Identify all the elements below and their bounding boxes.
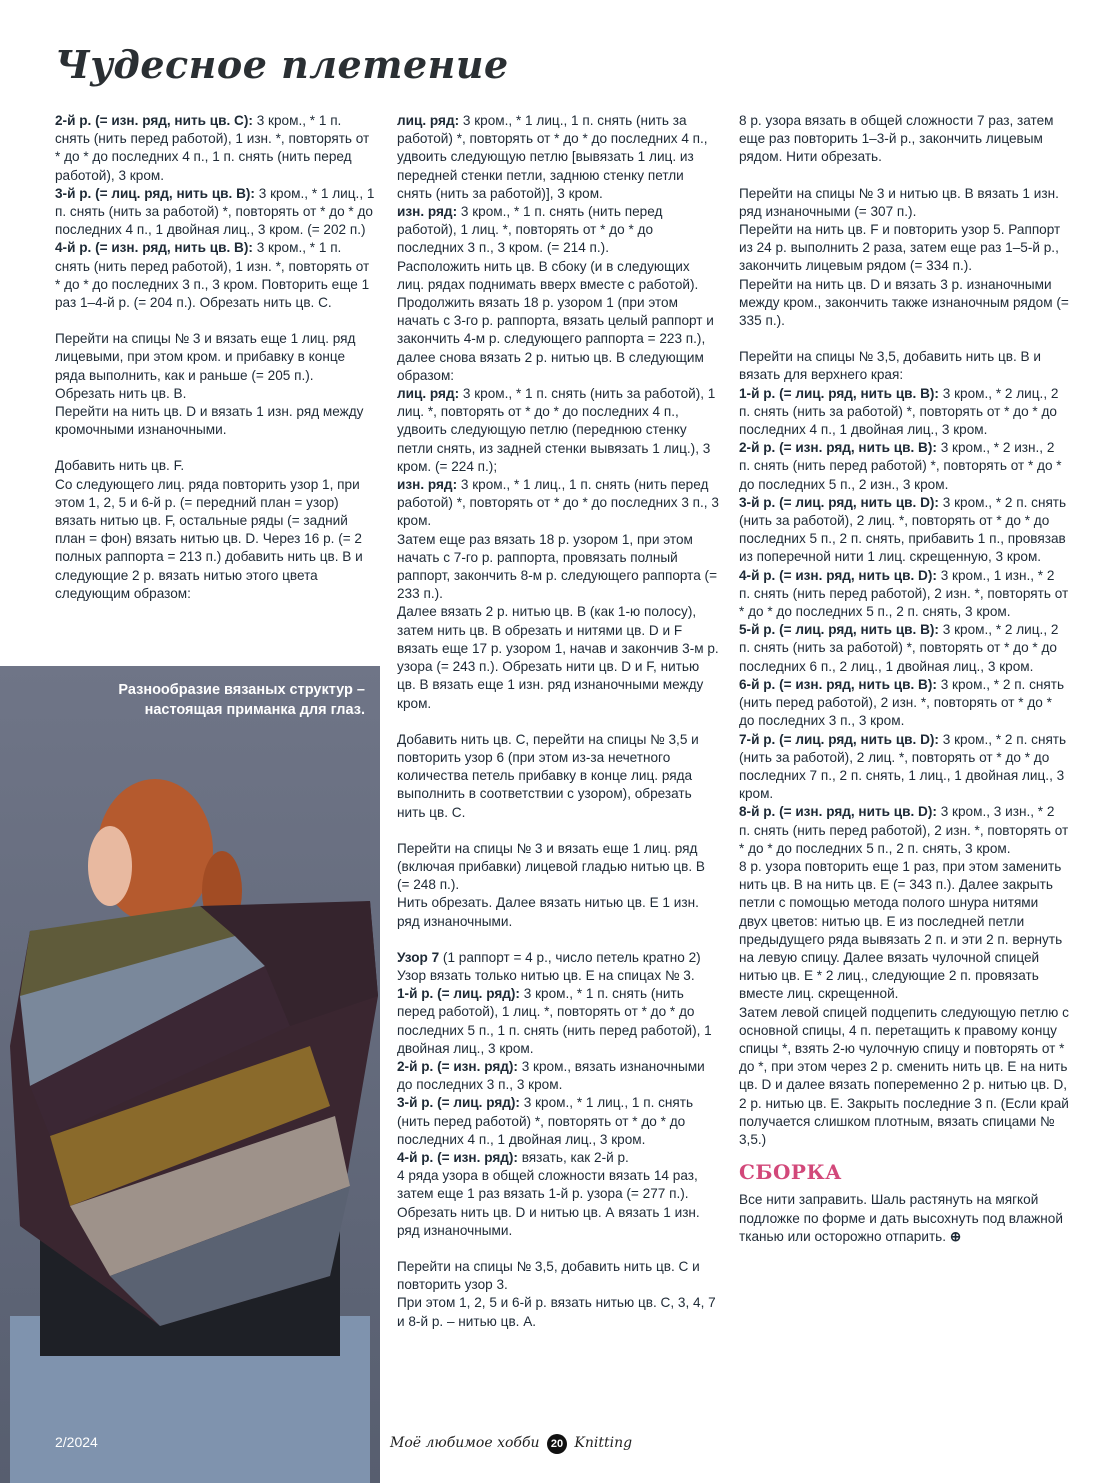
paragraph xyxy=(397,1094,719,1149)
paragraph-text: 3 кром., * 1 п. снять (нить перед работой), 1 лиц. *, повторять от * до * до последних 5 п., 1 п. снять (нить перед работой), 1 двойная лиц., 3 кром. xyxy=(397,986,712,1056)
paragraph-text: вязать, как 2-й р. xyxy=(517,1149,629,1165)
paragraph-text: 3 кром., * 1 п. снять (нить перед работой), 1 лиц. *, повторять от * до * до последних 3 п., 3 кром. (= 214 п.). xyxy=(397,204,663,256)
paragraph xyxy=(55,403,375,439)
row-label: лиц. ряд: xyxy=(397,386,460,402)
paragraph xyxy=(397,894,719,930)
row-label: 4-й р. (= изн. ряд, нить цв. D): xyxy=(739,567,937,583)
paragraph-text: 8 р. узора повторить еще 1 раз, при этом заменить нить цв. В на нить цв. Е (= 343 п.). Далее закрыть петли с помощью метода полого шнура нитями двух цветов: нитью цв. Е из последней петли предыдущего ряда вывязать 2 п. и эти 2 п. вернуть на левую спицу. Далее вязать чулочной спицей нитью цв. Е * 2 лиц., следующие 2 п. провязать вместе лиц. скрещенной. xyxy=(739,858,1063,1002)
paragraph-text: Перейти на спицы № 3 и нитью цв. В вязать 1 изн. ряд изнаночными (= 307 п.). xyxy=(739,185,1059,219)
paragraph xyxy=(739,731,1069,804)
row-label: 6-й р. (= изн. ряд, нить цв. В): xyxy=(739,676,937,692)
paragraph xyxy=(739,803,1069,858)
paragraph xyxy=(397,840,719,895)
paragraph-text: 3 кром., * 2 п. снять (нить перед работой), 2 изн. *, повторять от * до * до последних 3 п., 3 кром. xyxy=(739,676,1065,729)
row-label: лиц. ряд: xyxy=(397,113,460,128)
paragraph-text: 3 кром., * 1 п. снять (нить перед работой), 1 изн. *, повторять от * до * до последних 3 п., 3 кром. Повторить еще 1 раз 1–4-й р. (= 204 п.). Обрезать нить цв. С. xyxy=(55,240,370,311)
row-label: 3-й р. (= лиц. ряд): xyxy=(397,1095,520,1111)
paragraph-gap xyxy=(397,822,719,840)
row-label: 7-й р. (= лиц. ряд, нить цв. D): xyxy=(739,731,939,747)
row-label: 2-й р. (= изн. ряд, нить цв. В): xyxy=(739,440,937,456)
paragraph-text: Перейти на нить цв. D и вязать 1 изн. ряд между кромочными изнаночными. xyxy=(55,404,364,438)
caption-line-2: настоящая приманка для глаз. xyxy=(144,702,365,718)
shawl-photo xyxy=(0,666,380,1483)
paragraph-text: Перейти на спицы № 3 и вязать еще 1 лиц. ряд лицевыми, при этом кром. и прибавку в конце ряда выполнить, как и раньше (= 205 п.). Обрезать нить цв. В. xyxy=(55,331,356,401)
magazine-name: Моё любимое хобби xyxy=(390,1435,540,1451)
shawl-illustration xyxy=(0,666,380,1483)
column-1 xyxy=(55,112,375,603)
row-label: 1-й р. (= лиц. ряд, нить цв. В): xyxy=(739,385,939,401)
column-3 xyxy=(739,112,1069,1246)
paragraph-text: 8 р. узора вязать в общей сложности 7 раз, затем еще раз повторить 1–3-й р., закончить лицевым рядом. Нити обрезать. xyxy=(739,113,1054,165)
assembly-text-body: Все нити заправить. Шаль растянуть на мягкой подложке по форме и дать высохнуть под влажной тканью или осторожно отпарить. xyxy=(739,1192,1063,1244)
paragraph-text: Далее вязать 2 р. нитью цв. В (как 1-ю полосу), затем нить цв. В обрезать и нитями цв. D и F вязать еще 17 р. узором 1, начав и закончив 3-м р. узора (= 243 п.). Обрезать нити цв. D и F, нитью цв. В вязать еще 1 изн. ряд изнаночными между кром. xyxy=(397,604,719,711)
paragraph xyxy=(397,258,719,294)
paragraph-text: Перейти на нить цв. D и вязать 3 р. изнаночными между кром., закончить также изнаночным рядом (= 335 п.). xyxy=(739,276,1069,329)
paragraph-text: 3 кром., * 2 лиц., 2 п. снять (нить за работой) *, повторять от * до * до последних 6 п., 2 лиц., 1 двойная лиц., 3 кром. xyxy=(739,622,1059,674)
paragraph xyxy=(739,221,1069,276)
issue-number: 2/2024 xyxy=(55,1434,98,1450)
paragraph-text: 3 кром., 3 изн., * 2 п. снять (нить перед работой), 2 изн. *, повторять от * до * до последних 5 п., 2 п. снять, 3 кром. xyxy=(739,804,1069,856)
paragraph-text: 3 кром., * 2 п. снять (нить за работой), 2 лиц. *, повторять от * до * до последних 7 п., 2 п. снять, 1 лиц., 1 двойная лиц., 3 кром. xyxy=(739,731,1067,802)
page-title: Чудесное плетение xyxy=(55,42,509,87)
paragraph-text: Расположить нить цв. В сбоку (и в следующих лиц. рядах поднимать вверх вместе с работой). xyxy=(397,258,699,292)
paragraph xyxy=(397,112,719,203)
paragraph-text: Обрезать нить цв. D и нитью цв. А вязать 1 изн. ряд изнаночными. xyxy=(397,1204,700,1238)
paragraph xyxy=(55,457,375,475)
paragraph-text: 3 кром., * 1 п. снять (нить перед работой), 1 изн. *, повторять от * до * до последних 4 п., 1 п. снять (нить перед работой), 3 кром. xyxy=(55,113,370,183)
paragraph-text: Нить обрезать. Далее вязать нитью цв. Е 1 изн. ряд изнаночными. xyxy=(397,895,699,929)
paragraph-text: Затем еще раз вязать 18 р. узором 1, при этом начать с 7-го р. раппорта, провязать полный раппорт, закончить 8-м р. следующего раппорта (= 233 п.). xyxy=(397,531,718,602)
paragraph xyxy=(739,385,1069,440)
paragraph-text: 3 кром., * 2 лиц., 2 п. снять (нить за работой) *, повторять от * до * до последних 4 п., 1 двойная лиц., 3 кром. xyxy=(739,385,1059,438)
paragraph-text: 3 кром., * 1 лиц., 1 п. снять (нить за работой) *, повторять от * до * до последних 4 п., удвоить следующую петлю [вывязать 1 лиц. из передней стенки петли, заднюю стенку петли снять (нить за работой)], 3 кром. xyxy=(397,113,708,201)
paragraph-text: Узор вязать только нитью цв. Е на спицах № 3. xyxy=(397,967,695,983)
paragraph xyxy=(397,1058,719,1094)
paragraph-text: 3 кром., * 1 лиц., 1 п. снять (нить перед работой) *, повторять от * до * до последних 4 п., 1 двойная лиц., 3 кром. xyxy=(397,1095,694,1147)
paragraph-gap xyxy=(739,330,1069,348)
column-3-body xyxy=(739,112,1069,1149)
paragraph-text: Добавить нить цв. С, перейти на спицы № 3,5 и повторить узор 6 (при этом из-за нечетного количества петель прибавку в конце лиц. ряда выполнить в соответствии с узором), обрезать нить цв. С. xyxy=(397,731,699,820)
paragraph-gap xyxy=(55,439,375,457)
paragraph-text: Добавить нить цв. F. xyxy=(55,458,185,474)
paragraph xyxy=(55,185,375,240)
paragraph-text: (1 раппорт = 4 р., число петель кратно 2) xyxy=(439,949,701,965)
assembly-heading: СБОРКА xyxy=(739,1160,842,1185)
paragraph-text: 3 кром., * 1 лиц., 1 п. снять (нить за работой) *, повторять от * до * до последних 4 п., 1 двойная лиц., 3 кром. (= 202 п.) xyxy=(55,185,375,238)
end-mark-icon: ⊕ xyxy=(949,1228,962,1244)
paragraph xyxy=(397,985,719,1058)
paragraph-text: 4 ряда узора в общей сложности вязать 14 раз, затем еще 1 раз вязать 1-й р. узора (= 277 п.). xyxy=(397,1168,698,1202)
paragraph xyxy=(739,494,1069,567)
paragraph xyxy=(739,1004,1069,1150)
paragraph xyxy=(397,1258,719,1294)
paragraph-text: Со следующего лиц. ряда повторить узор 1, при этом 1, 2, 5 и 6-й р. (= передний план = узор) вязать нитью цв. F, остальные ряды (= задний план = фон) вязать нитью цв. D. Через 16 р. (= 2 полных раппорта = 213 п.) добавить нить цв. В и следующие 2 р. вязать нитью этого цвета следующим образом: xyxy=(55,476,363,601)
paragraph xyxy=(397,1294,719,1330)
paragraph xyxy=(739,348,1069,384)
paragraph xyxy=(397,385,719,476)
paragraph xyxy=(397,1204,719,1240)
paragraph xyxy=(739,567,1069,622)
paragraph-gap xyxy=(55,312,375,330)
section-label: Knitting xyxy=(574,1435,633,1451)
paragraph-text: Перейти на нить цв. F и повторить узор 5. Раппорт из 24 р. выполнить 2 раза, затем еще раз 1–5-й р., закончить лицевым рядом (= 334 п.). xyxy=(739,222,1061,274)
paragraph-text: 3 кром., * 1 лиц., 1 п. снять (нить перед работой) *, повторять от * до * до последних 3 п., 3 кром. xyxy=(397,477,719,529)
paragraph-text: При этом 1, 2, 5 и 6-й р. вязать нитью цв. С, 3, 4, 7 и 8-й р. – нитью цв. А. xyxy=(397,1295,716,1329)
paragraph-gap xyxy=(739,167,1069,185)
paragraph-text: Перейти на спицы № 3 и вязать еще 1 лиц. ряд (включая прибавки) лицевой гладью нитью цв. В (= 248 п.). xyxy=(397,840,705,893)
paragraph-gap xyxy=(397,1240,719,1258)
caption-line-1: Разнообразие вязаных структур – xyxy=(118,682,365,698)
paragraph xyxy=(397,294,719,385)
paragraph xyxy=(397,731,719,822)
footer xyxy=(390,1434,632,1454)
paragraph-text: Перейти на спицы № 3,5, добавить нить цв. В и вязать для верхнего края: xyxy=(739,349,1041,383)
paragraph xyxy=(397,967,719,985)
paragraph xyxy=(739,185,1069,221)
paragraph-text: Затем левой спицей подцепить следующую петлю с основной спицы, 4 п. перетащить к правому концу спицы *, взять 2-ю чулочную спицу и повторять от * до *, при этом через 2 р. сменить нить цв. Е на нить цв. D и далее вязать попеременно 2 р. нитью цв. D, 2 р. нитью цв. Е. Закрыть последние 3 п. (Если край получается слишком плотным, вязать спицами № 3,5.) xyxy=(739,1004,1069,1147)
row-label: 8-й р. (= изн. ряд, нить цв. D): xyxy=(739,804,937,820)
paragraph xyxy=(397,203,719,258)
row-label: 1-й р. (= лиц. ряд): xyxy=(397,986,520,1002)
row-label: 4-й р. (= изн. ряд, нить цв. В): xyxy=(55,240,253,256)
photo-caption xyxy=(40,680,365,720)
paragraph-text: Продолжить вязать 18 р. узором 1 (при этом начать с 3-го р. раппорта, вязать целый раппорт и закончить 4-м р. следующего раппорта = 223 п.), далее снова вязать 2 р. нитью цв. В следующим образом: xyxy=(397,295,714,383)
column-2 xyxy=(397,112,719,1331)
assembly-text xyxy=(739,1191,1069,1246)
row-label: 2-й р. (= изн. ряд, нить цв. С): xyxy=(55,113,253,128)
paragraph xyxy=(397,949,719,967)
paragraph xyxy=(397,603,719,712)
paragraph-text: 3 кром., * 2 п. снять (нить за работой), 2 лиц. *, повторять от * до * до последних 5 п., 2 п. снять, прибавить 1 п., провязав из поперечной нити 1 лиц. скрещенную, 3 кром. xyxy=(739,494,1067,565)
row-label: изн. ряд: xyxy=(397,204,458,220)
row-label: 3-й р. (= лиц. ряд, нить цв. D): xyxy=(739,494,939,510)
paragraph xyxy=(739,858,1069,1004)
paragraph xyxy=(739,676,1069,731)
row-label: 2-й р. (= изн. ряд): xyxy=(397,1058,518,1074)
paragraph xyxy=(55,476,375,603)
row-label: 5-й р. (= лиц. ряд, нить цв. В): xyxy=(739,622,939,638)
paragraph-text: 3 кром., вязать изнаночными до последних 3 п., 3 кром. xyxy=(397,1058,705,1093)
paragraph xyxy=(739,621,1069,676)
row-label: Узор 7 xyxy=(397,949,440,965)
paragraph xyxy=(55,330,375,403)
paragraph xyxy=(397,531,719,604)
paragraph xyxy=(397,476,719,531)
paragraph-text: 3 кром., 1 изн., * 2 п. снять (нить перед работой), 2 изн. *, повторять от * до * до последних 5 п., 2 п. снять, 3 кром. xyxy=(739,567,1069,620)
paragraph-gap xyxy=(397,931,719,949)
face xyxy=(88,826,132,906)
paragraph xyxy=(739,439,1069,494)
paragraph-text: Перейти на спицы № 3,5, добавить нить цв. С и повторить узор 3. xyxy=(397,1258,700,1293)
paragraph xyxy=(55,112,375,185)
paragraph xyxy=(397,1167,719,1203)
page-number: 20 xyxy=(547,1434,567,1454)
paragraph xyxy=(55,239,375,312)
paragraph-gap xyxy=(397,713,719,731)
paragraph xyxy=(397,1149,719,1167)
paragraph xyxy=(739,276,1069,331)
row-label: 3-й р. (= лиц. ряд, нить цв. В): xyxy=(55,185,255,201)
paragraph xyxy=(739,112,1069,167)
paragraph-text: 3 кром., * 2 изн., 2 п. снять (нить перед работой) *, повторять от * до * до последних 5 п., 2 изн., 3 кром. xyxy=(739,440,1062,492)
row-label: изн. ряд: xyxy=(397,477,458,493)
paragraph-text: 3 кром., * 1 п. снять (нить за работой), 1 лиц. *, повторять от * до * до последних 4 п., удвоить следующую петлю (переднюю стенку петли снять, из задней стенки вывязать 1 лиц.), 3 кром. (= 224 п.); xyxy=(397,386,716,474)
row-label: 4-й р. (= изн. ряд): xyxy=(397,1149,518,1165)
